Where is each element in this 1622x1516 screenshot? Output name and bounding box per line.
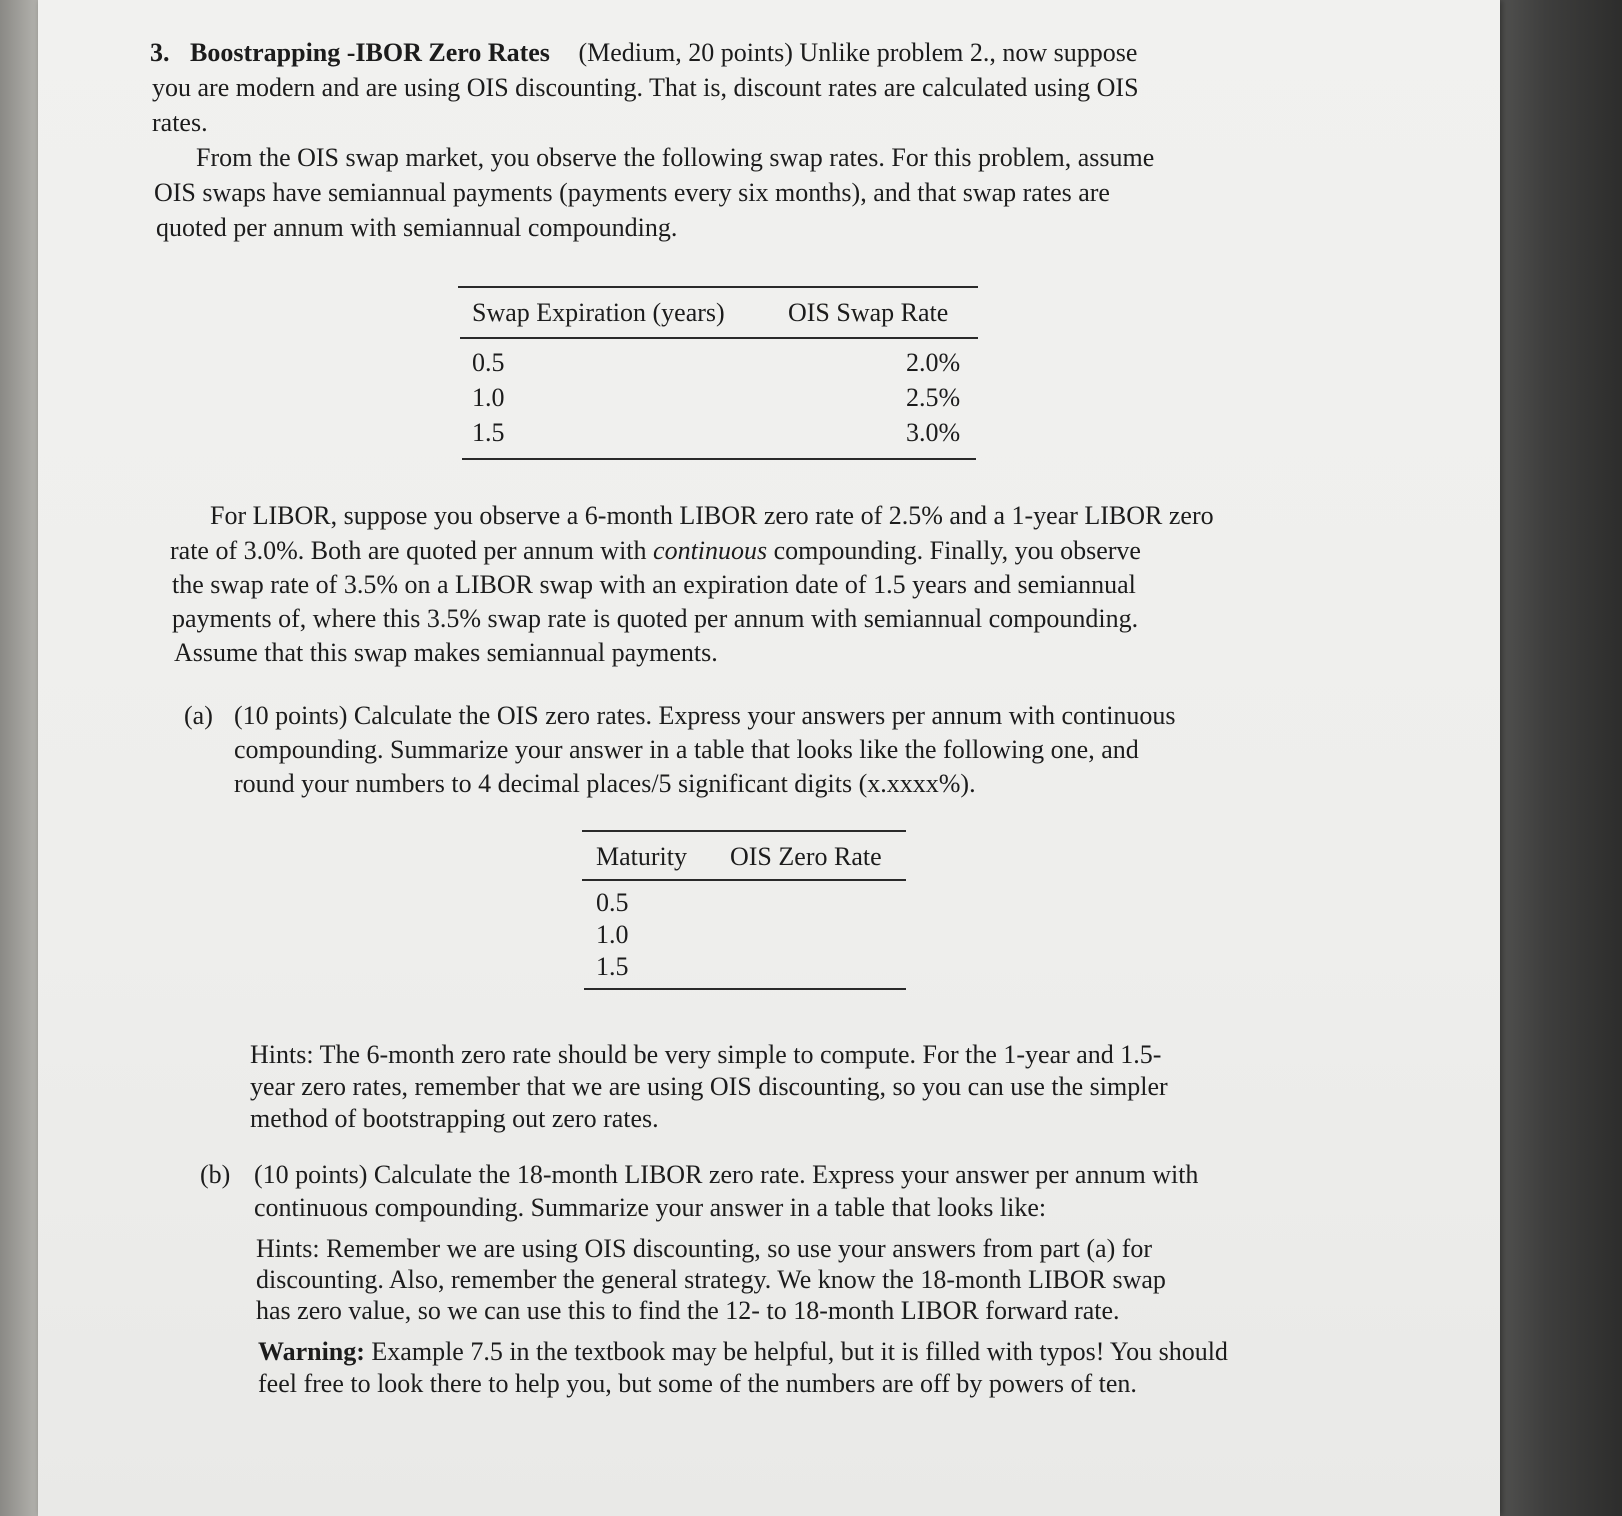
warning-label: Warning: — [258, 1337, 365, 1366]
table-top-rule — [458, 286, 978, 288]
intro-line1-rest: (Medium, 20 points) Unlike problem 2., now suppose — [578, 38, 1138, 67]
table-row-maturity: 1.5 — [596, 952, 629, 981]
libor-line4: payments of, where this 3.5% swap rate is quoted per annum with semiannual compounding. — [172, 604, 1139, 633]
table-row-rate: 2.5% — [906, 383, 961, 412]
libor-line3: the swap rate of 3.5% on a LIBOR swap with an expiration date of 1.5 years and semiannual — [172, 570, 1136, 599]
table-bottom-rule — [584, 988, 906, 990]
table-top-rule — [582, 830, 906, 832]
part-a-label: (a) — [184, 701, 213, 730]
table-row-maturity: 1.0 — [596, 920, 629, 949]
libor-line1: For LIBOR, suppose you observe a 6-month LIBOR zero rate of 2.5% and a 1-year LIBOR zero — [210, 501, 1214, 530]
header-ois-zero-rate: OIS Zero Rate — [730, 842, 882, 871]
table-row-rate: 2.0% — [906, 348, 961, 377]
para2-line3: quoted per annum with semiannual compounding. — [156, 213, 678, 242]
part-b-hint-line3: has zero value, so we can use this to find the 12- to 18-month LIBOR forward rate. — [256, 1296, 1120, 1325]
continuous-emphasis: continuous — [653, 536, 768, 565]
part-b-hint-line2: discounting. Also, remember the general strategy. We know the 18-month LIBOR swap — [256, 1265, 1166, 1294]
libor-line2: rate of 3.0%. Both are quoted per annum with continuous compounding. Finally, you observe — [170, 536, 1141, 565]
table-header-rule — [460, 337, 978, 339]
part-a-line1: (10 points) Calculate the OIS zero rates. Express your answers per annum with continuous — [234, 701, 1176, 730]
problem-header-line — [150, 38, 1137, 68]
part-b-hint-line1: Hints: Remember we are using OIS discounting, so use your answers from part (a) for — [256, 1234, 1153, 1263]
table-row-rate: 3.0% — [906, 418, 961, 447]
problem-number: 3. — [150, 38, 170, 67]
warning-line2: feel free to look there to help you, but some of the numbers are off by powers of ten. — [258, 1369, 1137, 1398]
problem-title: Boostrapping -IBOR Zero Rates — [190, 38, 550, 67]
table-header-rule — [582, 879, 906, 881]
part-b-line2: continuous compounding. Summarize your answer in a table that looks like: — [254, 1193, 1047, 1222]
intro-line3: rates. — [152, 108, 208, 137]
libor-line5: Assume that this swap makes semiannual payments. — [174, 638, 718, 667]
hints-a-line1: Hints: The 6-month zero rate should be very simple to compute. For the 1-year and 1.5- — [250, 1040, 1162, 1069]
table-row-expiration: 1.5 — [472, 418, 505, 447]
part-a-line2: compounding. Summarize your answer in a table that looks like the following one, and — [234, 735, 1139, 764]
paper-page — [38, 0, 1500, 1516]
hints-a-line2: year zero rates, remember that we are using OIS discounting, so you can use the simpler — [250, 1072, 1168, 1101]
header-maturity: Maturity — [596, 842, 687, 871]
table-row-expiration: 0.5 — [472, 348, 505, 377]
para2-line1: From the OIS swap market, you observe the following swap rates. For this problem, assume — [196, 143, 1155, 172]
part-b-label: (b) — [200, 1160, 231, 1189]
table-bottom-rule — [462, 458, 976, 460]
warning-line1: Warning: Example 7.5 in the textbook may be helpful, but it is filled with typos! You should — [258, 1337, 1228, 1366]
part-a-line3: round your numbers to 4 decimal places/5 significant digits (x.xxxx%). — [234, 769, 976, 798]
part-b-line1: (10 points) Calculate the 18-month LIBOR zero rate. Express your answer per annum with — [254, 1160, 1199, 1189]
header-swap-expiration: Swap Expiration (years) — [472, 298, 725, 327]
intro-line2: you are modern and are using OIS discounting. That is, discount rates are calculated using OIS — [152, 73, 1139, 102]
header-ois-swap-rate: OIS Swap Rate — [788, 298, 949, 327]
para2-line2: OIS swaps have semiannual payments (payments every six months), and that swap rates are — [154, 178, 1110, 207]
table-row-expiration: 1.0 — [472, 383, 505, 412]
table-row-maturity: 0.5 — [596, 888, 629, 917]
hints-a-line3: method of bootstrapping out zero rates. — [250, 1104, 659, 1133]
